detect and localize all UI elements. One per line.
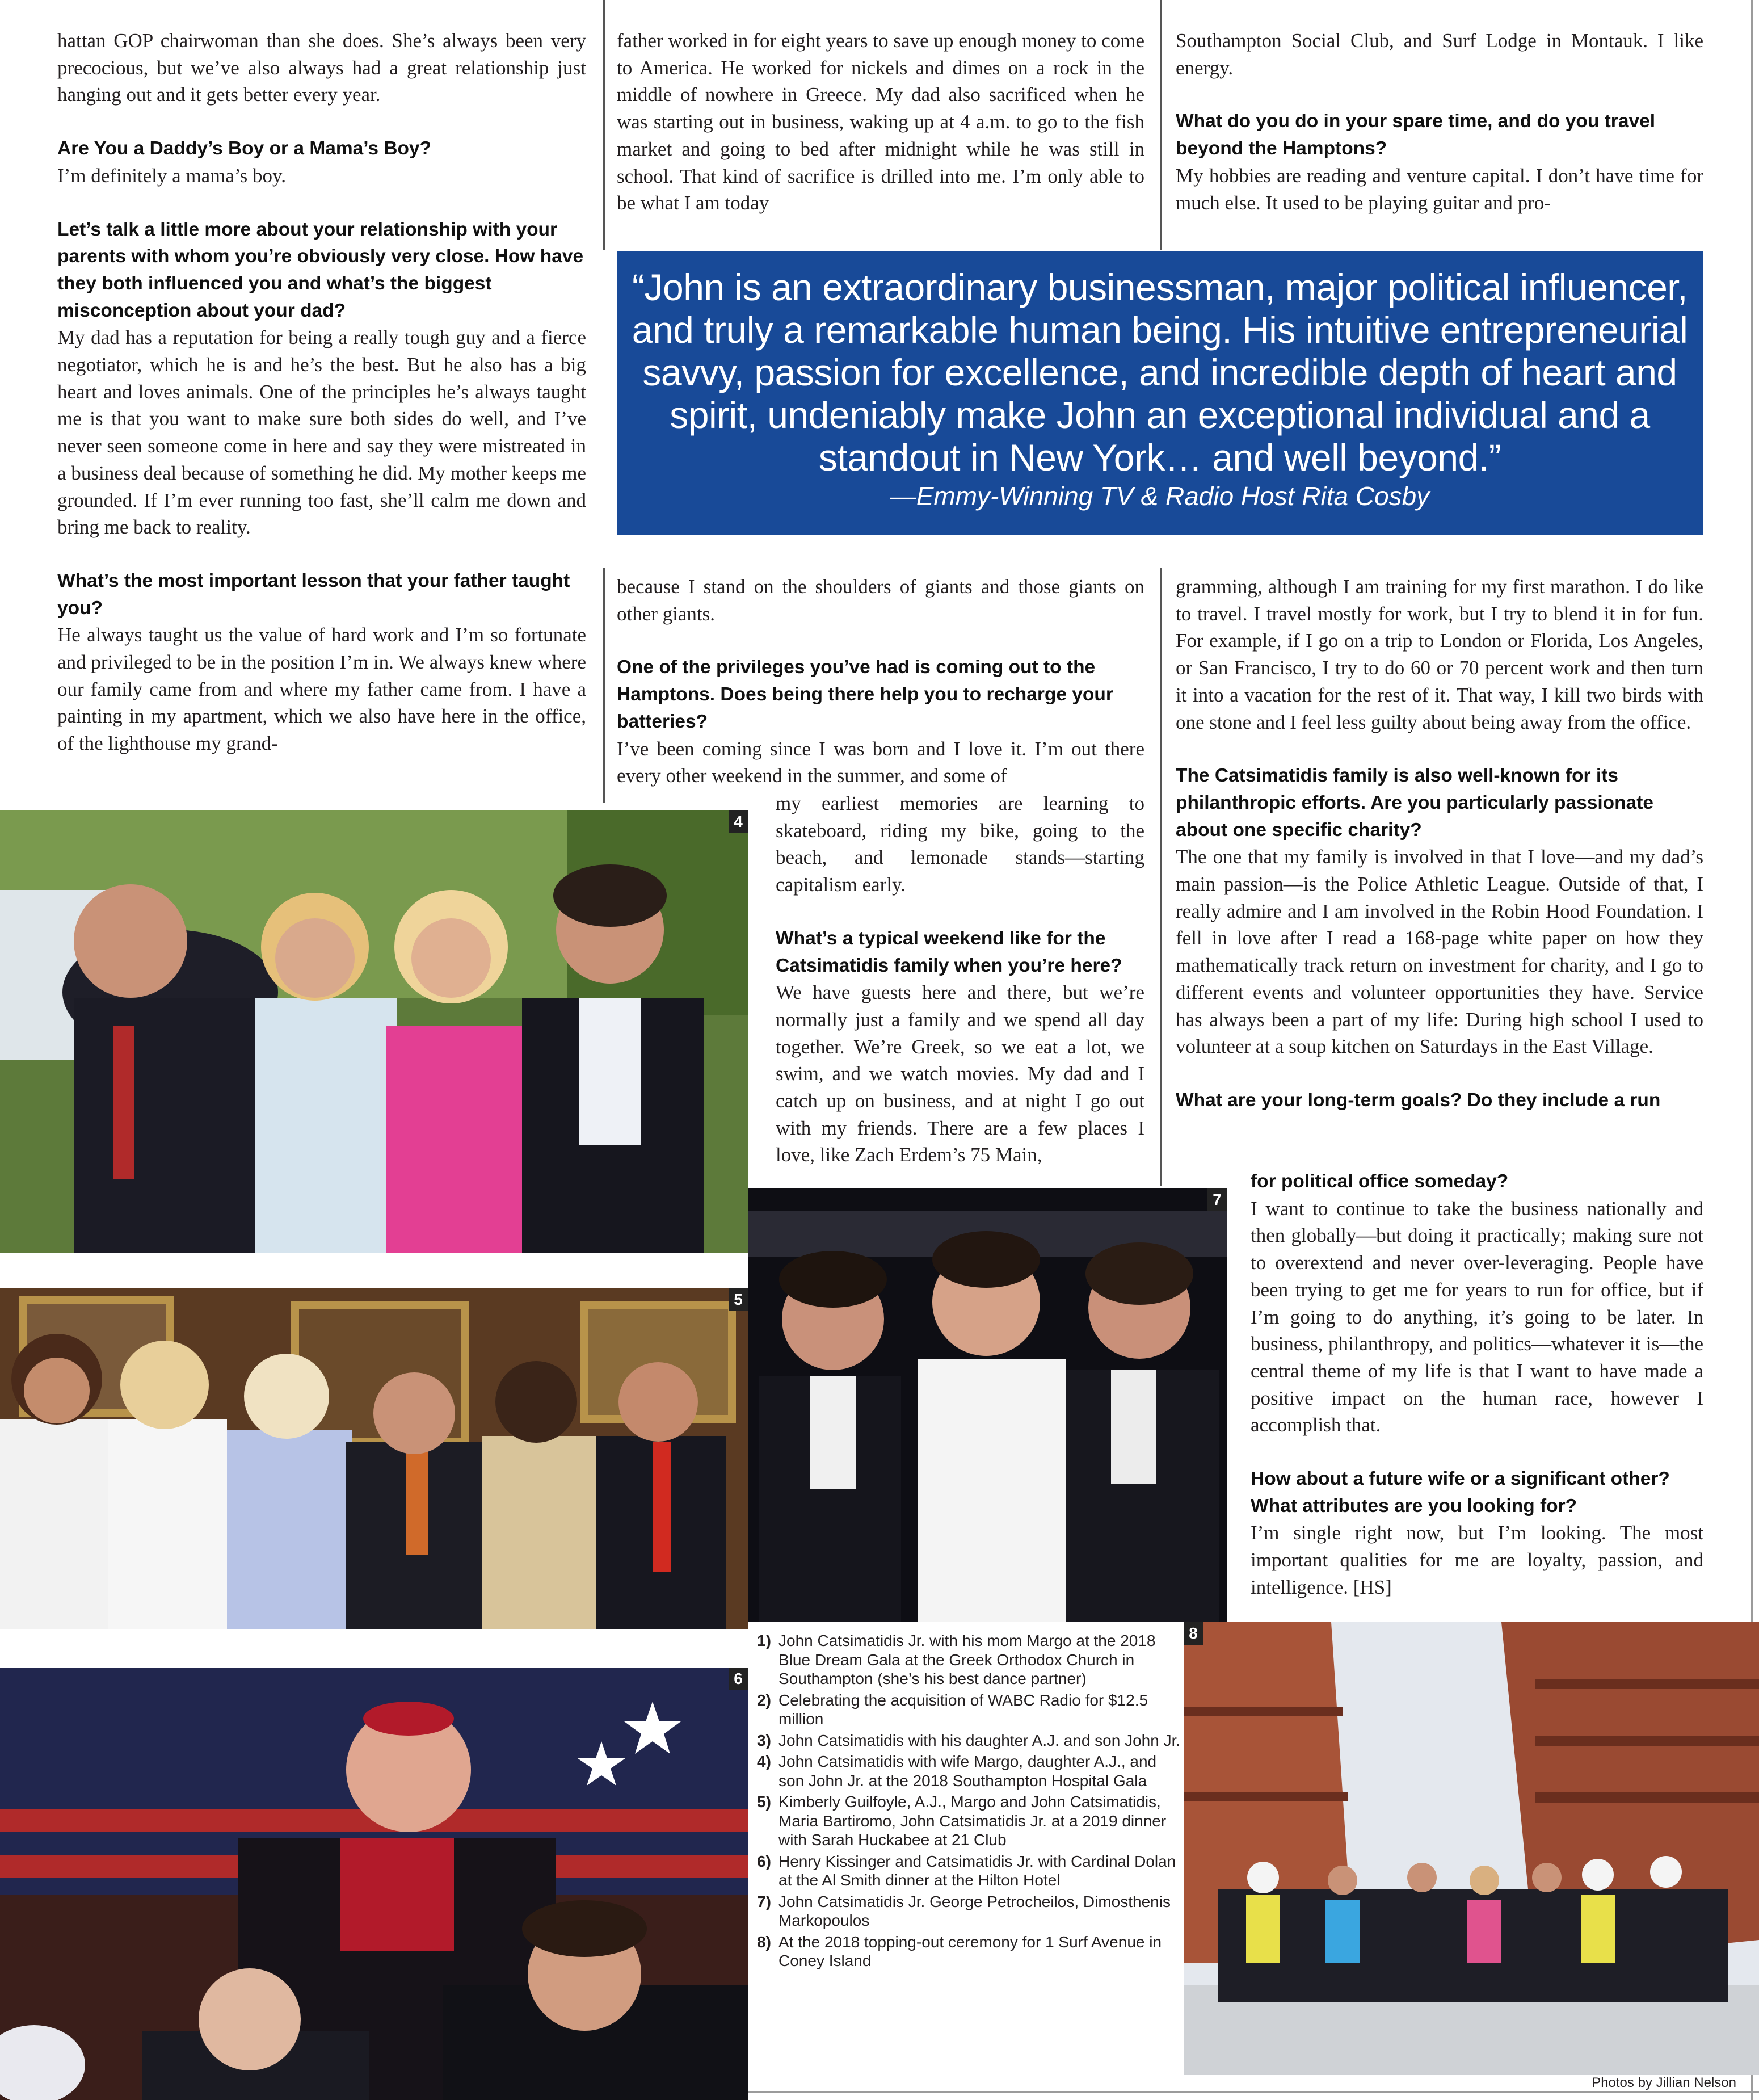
body-paragraph: He always taught us the value of hard work and I’m so fortunate and privileged to be in the position I’m in. We always knew where our family came from and where my father came from. I have a painting in my apartment, which we also have here in the office, of the lighthouse my grand-: [57, 624, 586, 755]
body-paragraph: father worked in for eight years to save up enough money to come to America. He worked for nickels and dimes on a rock in the middle of nowhere in Greece. My dad also sacrificed when he was starting out in business, waking up at 4 a.m. to go to the fish market and going to bed after midnight while he was still in school. That kind of sacrifice is drilled into me. I’m only able to be what I am today: [617, 30, 1144, 215]
interview-question: What do you do in your spare time, and do you travel beyond the Hamptons?: [1176, 111, 1656, 159]
caption-text: Celebrating the acquisition of WABC Radio for $12.5 million: [778, 1691, 1148, 1728]
caption-item: [757, 1631, 1183, 1689]
paragraph-gap: [617, 627, 1144, 654]
caption-number: 6): [757, 1852, 771, 1870]
interview-question: What’s a typical weekend like for the Catsimatidis family when you’re here?: [776, 927, 1122, 976]
body-paragraph: I want to continue to take the business nationally and then globally—but doing it practically; making sure not to overextend and never over-leveraging. People have been trying to get me for years to run for office, but if I’m going to do anything, it’s going to be later. In business, philanthropy, and politics––whatever it is––the central theme of my life is that I want to have made a positive impact on the human race, however I accomplish that.: [1251, 1197, 1703, 1437]
paragraph-gap: [1176, 736, 1703, 762]
text-column-2-mid: [617, 573, 1144, 789]
column-rule: [1160, 568, 1162, 1186]
photo-credit: Photos by Jillian Nelson: [1592, 2075, 1736, 2090]
caption-item: [757, 1792, 1183, 1850]
caption-text: John Catsimatidis Jr. with his mom Margo at the 2018 Blue Dream Gala at the Greek Orthodox Church in Southampton (she’s his best dance partner): [778, 1632, 1156, 1687]
interview-question: What’s the most important lesson that your father taught you?: [57, 570, 570, 619]
paragraph-gap: [1176, 81, 1703, 108]
body-paragraph: The one that my family is involved in that I love—and my dad’s main passion—is the Police Athletic League. Outside of that, I really admire and I am involved in the Robin Hood Foundation. I fell in love after I read a 168-page white paper on how they mathematically track return on investment for charity, and I go to different events and volunteer opportunities they have. Service has always been a part of my life: During high school I used to volunteer at a soup kitchen on Saturdays in the East Village.: [1176, 846, 1703, 1058]
pull-quote: [617, 251, 1703, 535]
caption-item: [757, 1933, 1183, 1971]
caption-text: Henry Kissinger and Catsimatidis Jr. with Cardinal Dolan at the Al Smith dinner at the Hilton Hotel: [778, 1852, 1176, 1889]
photo-6-cardinal: [0, 1668, 748, 2100]
interview-question: How about a future wife or a significant other? What attributes are you looking for?: [1251, 1468, 1670, 1517]
text-column-2-lower: [776, 790, 1144, 1169]
caption-number: 5): [757, 1793, 771, 1811]
photo-8-image: [1184, 1622, 1759, 2075]
paragraph-gap: [57, 541, 586, 568]
column-rule: [603, 0, 605, 250]
body-paragraph: I’ve been coming since I was born and I love it. I’m out there every other weekend in the summer, and some of: [617, 737, 1144, 787]
caption-item: [757, 1691, 1183, 1729]
photo-number-badge: 7: [1207, 1188, 1227, 1211]
body-paragraph: We have guests here and there, but we’re normally just a family and we spend all day together. We’re Greek, so we eat a lot, we swim, and we watch movies. My dad and I catch up on business, and at night I go out with my friends. There are a few places I love, like Zach Erdem’s 75 Main,: [776, 981, 1144, 1166]
interview-question: The Catsimatidis family is also well-known for its philanthropic efforts. Are you particularly passionate about one specific charity?: [1176, 765, 1654, 841]
body-paragraph: my earliest memories are learning to skateboard, riding my bike, going to the beach, and lemonade stands—starting capitalism early.: [776, 792, 1144, 896]
column-rule: [603, 568, 605, 803]
photo-4-image: [0, 810, 748, 1253]
interview-question: Let’s talk a little more about your relationship with your parents with whom you’re obviously very close. How have they both influenced you and what’s the biggest misconception about your dad?: [57, 219, 584, 321]
body-paragraph: because I stand on the shoulders of giants and those giants on other giants.: [617, 576, 1144, 625]
paragraph-gap: [1176, 1060, 1703, 1087]
pull-quote-text: “John is an extraordinary businessman, major political influencer, and truly a remarkable human being. His intuitive entrepreneurial savvy, passion for excellence, and incredible depth of heart and spirit, undeniably make John an exceptional individual and a standout in New York… and well beyond.”: [632, 266, 1688, 478]
interview-question: What are your long-term goals? Do they include a run: [1176, 1089, 1661, 1111]
photo-number-badge: 6: [729, 1668, 748, 1690]
photo-7-tuxedos: [748, 1188, 1227, 1622]
paragraph-gap: [776, 898, 1144, 925]
body-paragraph: I’m single right now, but I’m looking. The most important qualities for me are loyalty, passion, and intelligence. [HS]: [1251, 1522, 1703, 1598]
photo-4-gala: [0, 810, 748, 1253]
interview-question: One of the privileges you’ve had is coming out to the Hamptons. Does being there help you to recharge your batteries?: [617, 657, 1113, 732]
caption-item: [757, 1892, 1183, 1930]
body-paragraph: My dad has a reputation for being a really tough guy and a fierce negotiator, which he is and he’s the best. But he also has a big heart and loves animals. One of the principles he’s always taught me is that you want to make sure both sides do well, and I’ve never seen someone come in here and say they were mistreated in a business deal because of something he did. My mother keeps me grounded. If I’m ever running too fast, she’ll calm me down and bring me back to reality.: [57, 326, 586, 539]
photo-5-image: [0, 1288, 748, 1629]
text-column-2-top: [617, 27, 1144, 217]
photo-8-construction: [1184, 1622, 1759, 2075]
photo-number-badge: 4: [729, 810, 748, 833]
caption-item: [757, 1731, 1183, 1750]
caption-number: 3): [757, 1731, 771, 1749]
caption-number: 2): [757, 1691, 771, 1709]
caption-number: 8): [757, 1933, 771, 1951]
caption-text: At the 2018 topping-out ceremony for 1 Surf Avenue in Coney Island: [778, 1933, 1162, 1969]
photo-5-dinner: [0, 1288, 748, 1629]
caption-number: 7): [757, 1892, 771, 1910]
caption-text: Kimberly Guilfoyle, A.J., Margo and John Catsimatidis, Maria Bartiromo, John Catsimatidis Jr. at a 2019 dinner with Sarah Huckabee at 21 Club: [778, 1793, 1167, 1849]
pull-quote-attribution: —Emmy-Winning TV & Radio Host Rita Cosby: [890, 481, 1430, 511]
photo-number-badge: 5: [729, 1288, 748, 1311]
caption-text: John Catsimatidis Jr. George Petrocheilos, Dimosthenis Markopoulos: [778, 1892, 1171, 1929]
caption-number: 4): [757, 1753, 771, 1770]
body-paragraph: I’m definitely a mama’s boy.: [57, 164, 287, 187]
paragraph-gap: [57, 108, 586, 135]
text-column-3-top: [1176, 27, 1703, 216]
text-column-3-mid: [1176, 573, 1703, 1114]
caption-text: John Catsimatidis with his daughter A.J. and son John Jr.: [778, 1731, 1181, 1749]
photo-7-image: [748, 1188, 1227, 1622]
paragraph-gap: [57, 190, 586, 216]
photo-captions: [757, 1631, 1183, 1973]
caption-item: [757, 1852, 1183, 1890]
text-column-1: [57, 27, 586, 757]
body-paragraph: Southampton Social Club, and Surf Lodge in Montauk. I like energy.: [1176, 30, 1703, 79]
column-rule: [1160, 0, 1162, 250]
caption-item: [757, 1752, 1183, 1790]
body-paragraph: My hobbies are reading and venture capital. I don’t have time for much else. It used to be playing guitar and pro-: [1176, 164, 1703, 214]
interview-question: Are You a Daddy’s Boy or a Mama’s Boy?: [57, 138, 432, 159]
paragraph-gap: [1251, 1439, 1703, 1465]
body-paragraph: hattan GOP chairwoman than she does. She’s always been very precocious, but we’ve also always had a great relationship just hanging out and it gets better every year.: [57, 30, 586, 106]
photo-number-badge: 8: [1184, 1622, 1203, 1645]
body-paragraph: gramming, although I am training for my first marathon. I do like to travel. I travel mostly for work, but I try to blend it in for fun. For example, if I go on a trip to London or Florida, Los Angeles, or San Francisco, I try to do 60 or 70 percent work and then turn it into a vacation for the rest of it. That way, I kill two birds with one stone and I feel less guilty about being away from the office.: [1176, 576, 1703, 733]
text-column-3-lower: [1251, 1168, 1703, 1601]
photo-6-image: [0, 1668, 748, 2100]
caption-number: 1): [757, 1632, 771, 1649]
interview-question: for political office someday?: [1251, 1171, 1509, 1192]
caption-text: John Catsimatidis with wife Margo, daughter A.J., and son John Jr. at the 2018 Southampton Hospital Gala: [778, 1753, 1157, 1790]
